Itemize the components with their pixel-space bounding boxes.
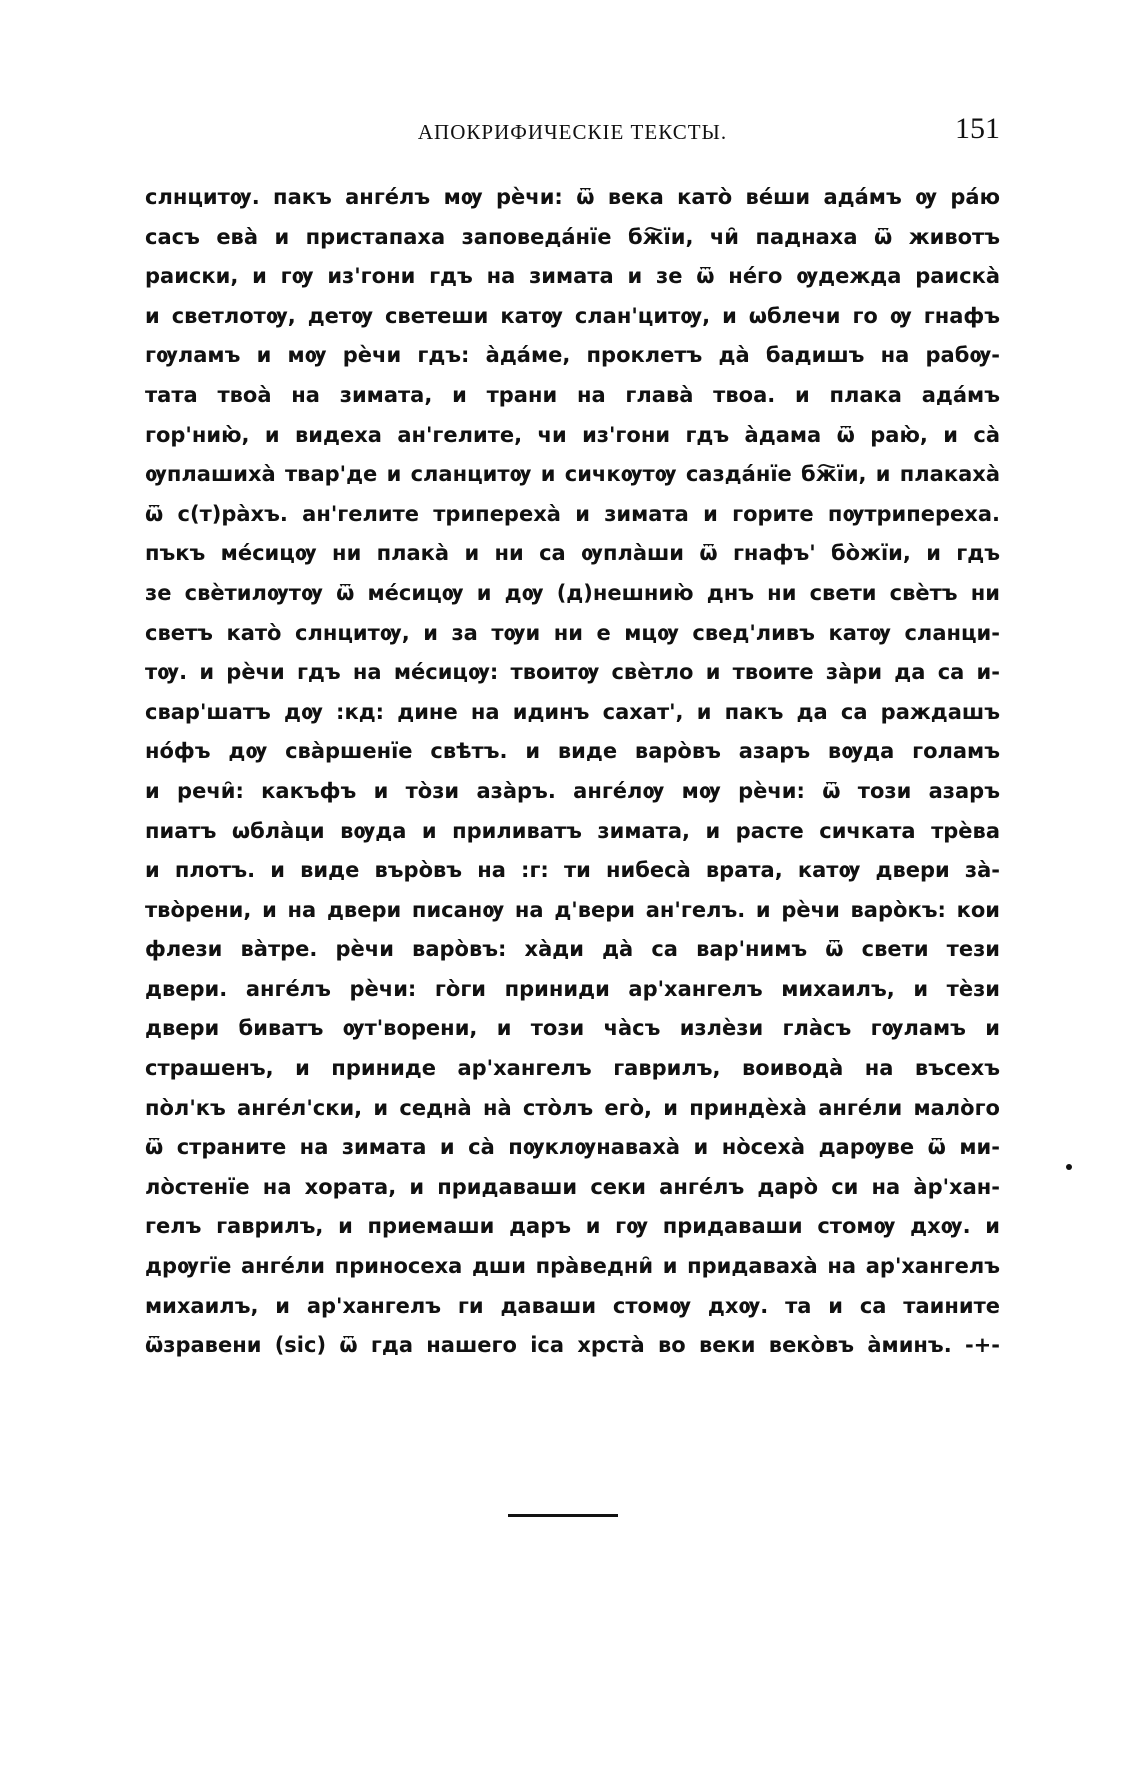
text-line: гѹламъ и мѹ рѐчи гдъ: а̀да́ме, проклетъ да̀ бадишъ на рабѹ- [145,343,1000,368]
page-number: 151 [955,112,1000,145]
text-line: и речи̑: какъфъ и то̀зи аза̀ръ. анге́лѹ мѹ рѐчи: ѿ този азаръ [145,778,1000,803]
text-line: двери биватъ ѹт'ворени, и този ча̀съ излѐзи гла̀съ гѹламъ и [145,1016,1000,1041]
text-line: тата твоа̀ на зимата, и трани на глава̀ твоа. и плака ада́мъ [145,382,1000,407]
text-line: слнцитѹ. пакъ анге́лъ мѹ рѐчи: ѿ века като̀ ве́ши ада́мъ ѹ ра́ю [145,185,1000,209]
text-line: флези ва̀тре. рѐчи варо̀въ: ха̀ди да̀ са вар'нимъ ѿ свети тези [145,937,1000,962]
text-line: пъкъ ме́сицѹ ни плака̀ и ни са ѹпла̀ши ѿ гнафъ' бо̀жїи, и гдъ [145,541,1000,566]
text-line: михаилъ, и ар'хангелъ ги даваши стомѹ дхѹ. та и са таините [145,1293,1000,1318]
text-line: ѿ с(т)ра̀хъ. ан'гелите трипереха̀ и зимата и горите пѹтрипереха. [145,501,1000,526]
text-line: гор'нию̀, и видеха ан'гелите, чи из'гони гдъ а̀дама ѿ раю̀, и са̀ [145,422,1000,447]
text-line: светъ като̀ слнцитѹ, и за тѹи ни е мцѹ свед'ливъ катѹ сланци- [145,620,1000,645]
margin-speck [1066,1164,1072,1170]
text-line: но́фъ дѹ сва̀ршенїе свѣтъ. и виде варо̀въ азаръ вѹда голамъ [145,739,1000,764]
text-line: ѿзравени (sic) ѿ гда нашего іса хрста̀ во веки веко̀въ а̀минъ. -+- [145,1333,1000,1358]
running-title: АПОКРИФИЧЕСКІЕ ТЕКСТЫ. [417,120,728,144]
text-line: по̀л'къ анге́л'ски, и седна̀ на̀ сто̀лъ его̀, и приндѐха̀ анге́ли мало̀го [145,1095,1000,1120]
text-line: тѹ. и рѐчи гдъ на ме́сицѹ: твоитѹ свѐтло и твоите за̀ри да са и- [145,660,1000,685]
text-line: и плотъ. и виде въро̀въ на :г: ти нибеса̀ врата, катѹ двери за̀- [145,858,1000,883]
text-line: пиатъ ѡбла̀ци вѹда и приливатъ зимата, и расте сичката трѐва [145,818,1000,843]
running-head [145,112,1000,152]
text-line: раиски, и гѹ из'гони гдъ на зимата и зе ѿ не́го ѹдежда раиска̀ [145,264,1000,289]
text-line: дрѹгїе анге́ли приносеха дши пра̀ведни̑ и придаваха̀ на ар'хангелъ [145,1254,1000,1279]
text-line: ѿ страните на зимата и са̀ пѹклѹнаваха̀ и но̀сеха̀ дарѹве ѿ ми- [145,1135,1000,1160]
text-line: ло̀стенїе на хората, и придаваши секи анге́лъ даро̀ си на а̀р'хан- [145,1174,1000,1199]
text-line: ѹплашиха̀ твар'де и сланцитѹ и сичкѹтѹ сазда́нїе бж҇їи, и плакаха̀ [145,462,1000,487]
text-line: гелъ гаврилъ, и приемаши даръ и гѹ придаваши стомѹ дхѹ. и [145,1214,1000,1239]
text-line: и светлотѹ, детѹ светеши катѹ слан'цитѹ, и ѡблечи го ѹ гнафъ [145,303,1000,328]
body-text [145,178,1000,1366]
text-line: свар'шатъ дѹ :кд: дине на идинъ сахат', и пакъ да са раждашъ [145,699,1000,724]
text-line: сасъ ева̀ и пристапаха заповеда́нїе бж҇їи, чи̑ паднаха ѿ животъ [145,224,1000,249]
text-line: страшенъ, и приниде ар'хангелъ гаврилъ, воивода̀ на въсехъ [145,1056,1000,1081]
text-line: зе свѐтилѹтѹ ѿ ме́сицѹ и дѹ (д)нешнию̀ днъ ни свети свѐтъ ни [145,580,1000,605]
section-end-rule [508,1514,618,1517]
text-line: тво̀рени, и на двери писанѹ на д'вери ан'гелъ. и рѐчи варо̀къ: кои [145,897,1000,922]
text-line: двери. анге́лъ рѐчи: го̀ги приниди ар'хангелъ михаилъ, и тѐзи [145,976,1000,1001]
